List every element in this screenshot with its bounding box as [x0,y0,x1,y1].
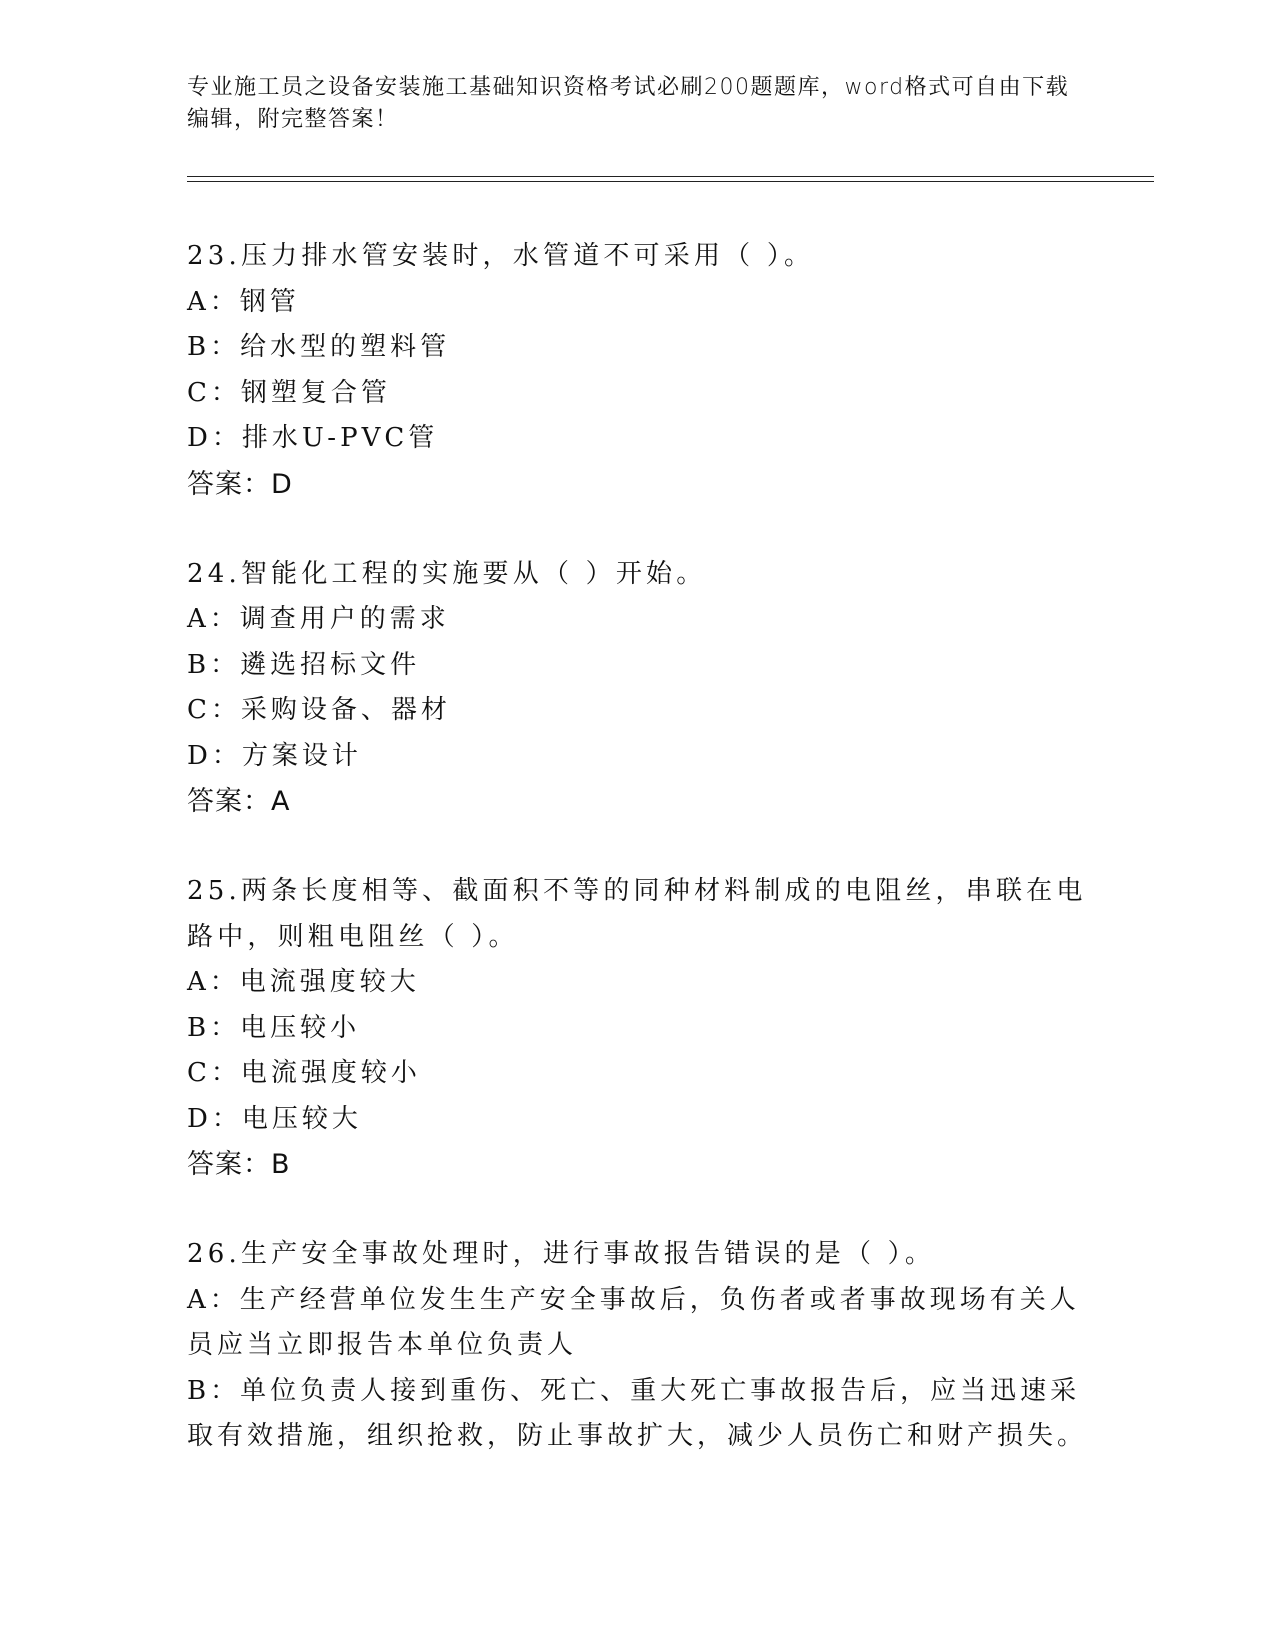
question-stem: 25.两条长度相等、截面积不等的同种材料制成的电阻丝，串联在电路中，则粗电阻丝（ ）。 [187,876,1087,952]
question-stem: 26.生产安全事故处理时，进行事故报告错误的是（ ）。 [187,1239,936,1269]
header-divider-top [187,176,1154,177]
question-24 [187,552,1087,825]
question-26 [187,1232,1087,1460]
option-d: D：方案设计 [187,740,362,771]
option-b: B：电压较小 [187,1012,361,1043]
question-stem: 23.压力排水管安装时，水管道不可采用（ ）。 [187,241,815,271]
option-c: C：电流强度较小 [187,1058,421,1088]
option-a: A：钢管 [187,286,300,317]
option-c: C：采购设备、器材 [187,695,451,725]
document-header: 专业施工员之设备安装施工基础知识资格考试必刷200题题库，word格式可自由下载编辑，附完整答案！ [187,75,1070,132]
option-d: D：电压较大 [187,1103,362,1134]
option-c: C：钢塑复合管 [187,377,391,408]
option-b: B：给水型的塑料管 [187,332,451,362]
option-d: D：排水U-PVC管 [187,423,439,453]
question-stem: 24.智能化工程的实施要从（ ）开始。 [187,558,707,589]
option-b: B：遴选招标文件 [187,649,421,680]
answer: 答案：A [187,786,291,817]
option-b: B：单位负责人接到重伤、死亡、重大死亡事故报告后，应当迅速采取有效措施，组织抢救，防止事故扩大，减少人员伤亡和财产损失。 [187,1375,1088,1451]
option-a: A：调查用户的需求 [187,604,450,634]
answer: 答案：B [187,1149,291,1180]
question-list [187,234,1087,1505]
header-divider-bottom [187,181,1154,182]
question-25 [187,869,1087,1187]
question-23 [187,234,1087,507]
option-a: A：生产经营单位发生生产安全事故后，负伤者或者事故现场有关人员应当立即报告本单位负责人 [187,1284,1080,1360]
option-a: A：电流强度较大 [187,967,420,997]
answer: 答案：D [187,468,293,500]
